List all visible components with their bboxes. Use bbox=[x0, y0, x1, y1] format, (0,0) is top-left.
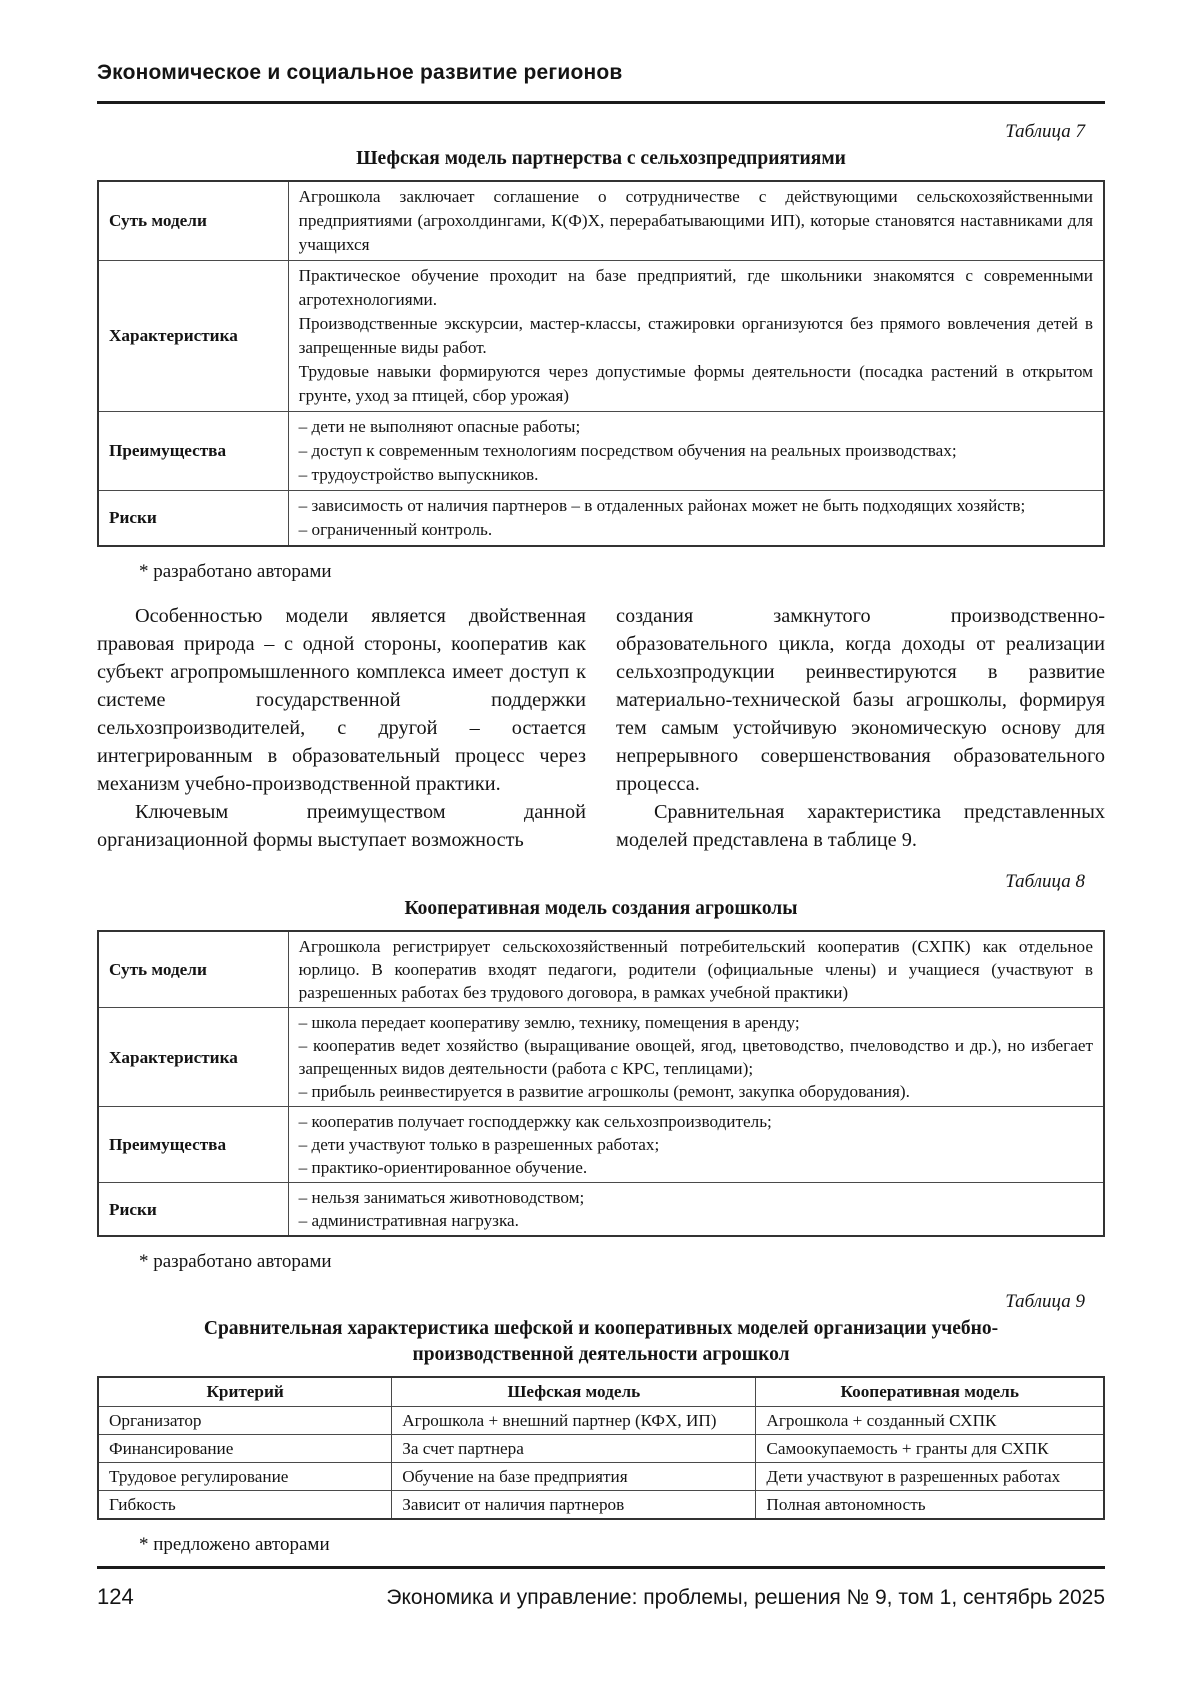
row-label: Характеристика bbox=[98, 261, 288, 412]
table9-row-organizer bbox=[98, 1407, 1104, 1435]
table9-row-flexibility bbox=[98, 1491, 1104, 1520]
paragraph: Сравнительная характеристика представленных моделей представлена в таблице 9. bbox=[616, 801, 1105, 851]
row-content bbox=[288, 181, 1104, 261]
table9-cell: Дети участвуют в разрешенных работах bbox=[756, 1463, 1104, 1491]
table8-row-characteristic bbox=[98, 1008, 1104, 1107]
row-label: Суть модели bbox=[98, 931, 288, 1008]
row-label: Риски bbox=[98, 491, 288, 547]
table7-footnote: * разработано авторами bbox=[139, 561, 332, 582]
table9-footnote: * предложено авторами bbox=[139, 1534, 330, 1555]
table9-cell: Самоокупаемость + гранты для СХПК bbox=[756, 1435, 1104, 1463]
cell-line: Практическое обучение проходит на базе предприятий, где школьники знакомятся с современными агротехнологиями. bbox=[298, 266, 1093, 309]
table9-cell: Финансирование bbox=[98, 1435, 392, 1463]
footer-row bbox=[97, 1584, 1105, 1610]
cell-line: Трудовые навыки формируются через допустимые формы деятельности (посадка растений в открытом грунте, уход за птицей, сбор урожая) bbox=[298, 362, 1093, 405]
table9-cell: Гибкость bbox=[98, 1491, 392, 1520]
paragraph: Ключевым преимуществом данной организационной формы выступает возможность bbox=[97, 801, 586, 851]
table9 bbox=[97, 1376, 1105, 1520]
cell-line: Агрошкола заключает соглашение о сотрудничестве с действующими сельскохозяйственными предприятиями (агрохолдингами, К(Ф)Х, перерабатывающими ИП), которые становятся наставниками для учащихся bbox=[298, 187, 1093, 254]
table9-row-financing bbox=[98, 1435, 1104, 1463]
header-rule bbox=[97, 101, 1105, 104]
table9-header-row bbox=[98, 1377, 1104, 1407]
table8-title: Кооперативная модель создания агрошколы bbox=[404, 898, 798, 919]
table9-cell: Агрошкола + созданный СХПК bbox=[756, 1407, 1104, 1435]
table8-footnote: * разработано авторами bbox=[139, 1251, 332, 1272]
row-label: Риски bbox=[98, 1183, 288, 1237]
body-column-left bbox=[97, 602, 586, 854]
cell-line: – прибыль реинвестируется в развитие агрошколы (ремонт, закупка оборудования). bbox=[298, 1082, 910, 1101]
paragraph: Особенностью модели является двойственная правовая природа – с одной стороны, кооператив как субъект агропромышленного комплекса имеет доступ к системе государственной поддержки сельхозпроизводителей, с другой – остается интегрированным в образовательный процесс через механизм учебно-производственной практики. bbox=[97, 605, 586, 795]
row-content bbox=[288, 261, 1104, 412]
paragraph: создания замкнутого производственно-образовательного цикла, когда доходы от реализации сельхозпродукции реинвестируются в развитие материально-технической базы агрошколы, формируя тем самым устойчивую экономическую основу для непрерывного совершенствования образовательного процесса. bbox=[616, 605, 1105, 795]
table9-cell: Зависит от наличия партнеров bbox=[392, 1491, 756, 1520]
journal-title: Экономика и управление: проблемы, решения № 9, том 1, сентябрь 2025 bbox=[386, 1586, 1105, 1609]
row-label: Преимущества bbox=[98, 1107, 288, 1183]
table8 bbox=[97, 930, 1105, 1237]
table9-row-labor bbox=[98, 1463, 1104, 1491]
table7-caption: Таблица 7 bbox=[1005, 121, 1085, 142]
cell-line: – зависимость от наличия партнеров – в отдаленных районах может не быть подходящих хозяйств; bbox=[298, 496, 1026, 515]
table7-row-essence bbox=[98, 181, 1104, 261]
table7 bbox=[97, 180, 1105, 547]
row-content bbox=[288, 931, 1104, 1008]
table8-row-risks bbox=[98, 1183, 1104, 1237]
cell-line: – трудоустройство выпускников. bbox=[298, 465, 539, 484]
table9-cell: Организатор bbox=[98, 1407, 392, 1435]
cell-line: Производственные экскурсии, мастер-классы, стажировки организуются без прямого вовлечения детей в запрещенные виды работ. bbox=[298, 314, 1093, 357]
cell-line: – школа передает кооперативу землю, технику, помещения в аренду; bbox=[298, 1013, 800, 1032]
table9-header-cell: Критерий bbox=[98, 1377, 392, 1407]
cell-line: – кооператив получает господдержку как сельхозпроизводитель; bbox=[298, 1112, 772, 1131]
table9-cell: Обучение на базе предприятия bbox=[392, 1463, 756, 1491]
body-columns bbox=[97, 602, 1105, 854]
table7-row-advantages bbox=[98, 412, 1104, 491]
footer-rule bbox=[97, 1566, 1105, 1569]
running-head: Экономическое и социальное развитие регионов bbox=[97, 61, 623, 84]
page-number: 124 bbox=[97, 1584, 134, 1609]
cell-line: – кооператив ведет хозяйство (выращивание овощей, ягод, цветоводство, пчеловодство и др.), но избегает запрещенных видов деятельности (работа с КРС, теплицами); bbox=[298, 1036, 1093, 1078]
table9-header-cell: Шефская модель bbox=[392, 1377, 756, 1407]
cell-line: Агрошкола регистрирует сельскохозяйственный потребительский кооператив (СХПК) как отдельное юрлицо. В кооператив входят педагоги, родители (официальные члены) и учащиеся (участвуют в разрешенных работах без трудового договора, в рамках учебной практики) bbox=[298, 937, 1093, 1002]
table9-cell: Агрошкола + внешний партнер (КФХ, ИП) bbox=[392, 1407, 756, 1435]
row-content bbox=[288, 412, 1104, 491]
table9-cell: За счет партнера bbox=[392, 1435, 756, 1463]
table7-row-risks bbox=[98, 491, 1104, 547]
cell-line: – нельзя заниматься животноводством; bbox=[298, 1188, 585, 1207]
table9-title: Сравнительная характеристика шефской и кооперативных моделей организации учебно-производственной деятельности агрошкол bbox=[203, 1318, 999, 1365]
table7-title: Шефская модель партнерства с сельхозпредприятиями bbox=[356, 148, 846, 169]
row-label: Суть модели bbox=[98, 181, 288, 261]
page-footer bbox=[97, 1566, 1105, 1610]
cell-line: – ограниченный контроль. bbox=[298, 520, 493, 539]
body-column-right bbox=[616, 602, 1105, 854]
row-content bbox=[288, 1107, 1104, 1183]
table9-caption: Таблица 9 bbox=[1005, 1291, 1085, 1312]
table9-cell: Трудовое регулирование bbox=[98, 1463, 392, 1491]
row-content bbox=[288, 1008, 1104, 1107]
row-content bbox=[288, 491, 1104, 547]
table8-row-essence bbox=[98, 931, 1104, 1008]
row-label: Характеристика bbox=[98, 1008, 288, 1107]
table8-caption: Таблица 8 bbox=[1005, 871, 1085, 892]
cell-line: – дети участвуют только в разрешенных работах; bbox=[298, 1135, 660, 1154]
table9-header-cell: Кооперативная модель bbox=[756, 1377, 1104, 1407]
cell-line: – доступ к современным технологиям посредством обучения на реальных производствах; bbox=[298, 441, 957, 460]
row-label: Преимущества bbox=[98, 412, 288, 491]
row-content bbox=[288, 1183, 1104, 1237]
table7-row-characteristic bbox=[98, 261, 1104, 412]
cell-line: – административная нагрузка. bbox=[298, 1211, 519, 1230]
cell-line: – дети не выполняют опасные работы; bbox=[298, 417, 581, 436]
table8-row-advantages bbox=[98, 1107, 1104, 1183]
cell-line: – практико-ориентированное обучение. bbox=[298, 1158, 588, 1177]
table9-cell: Полная автономность bbox=[756, 1491, 1104, 1520]
